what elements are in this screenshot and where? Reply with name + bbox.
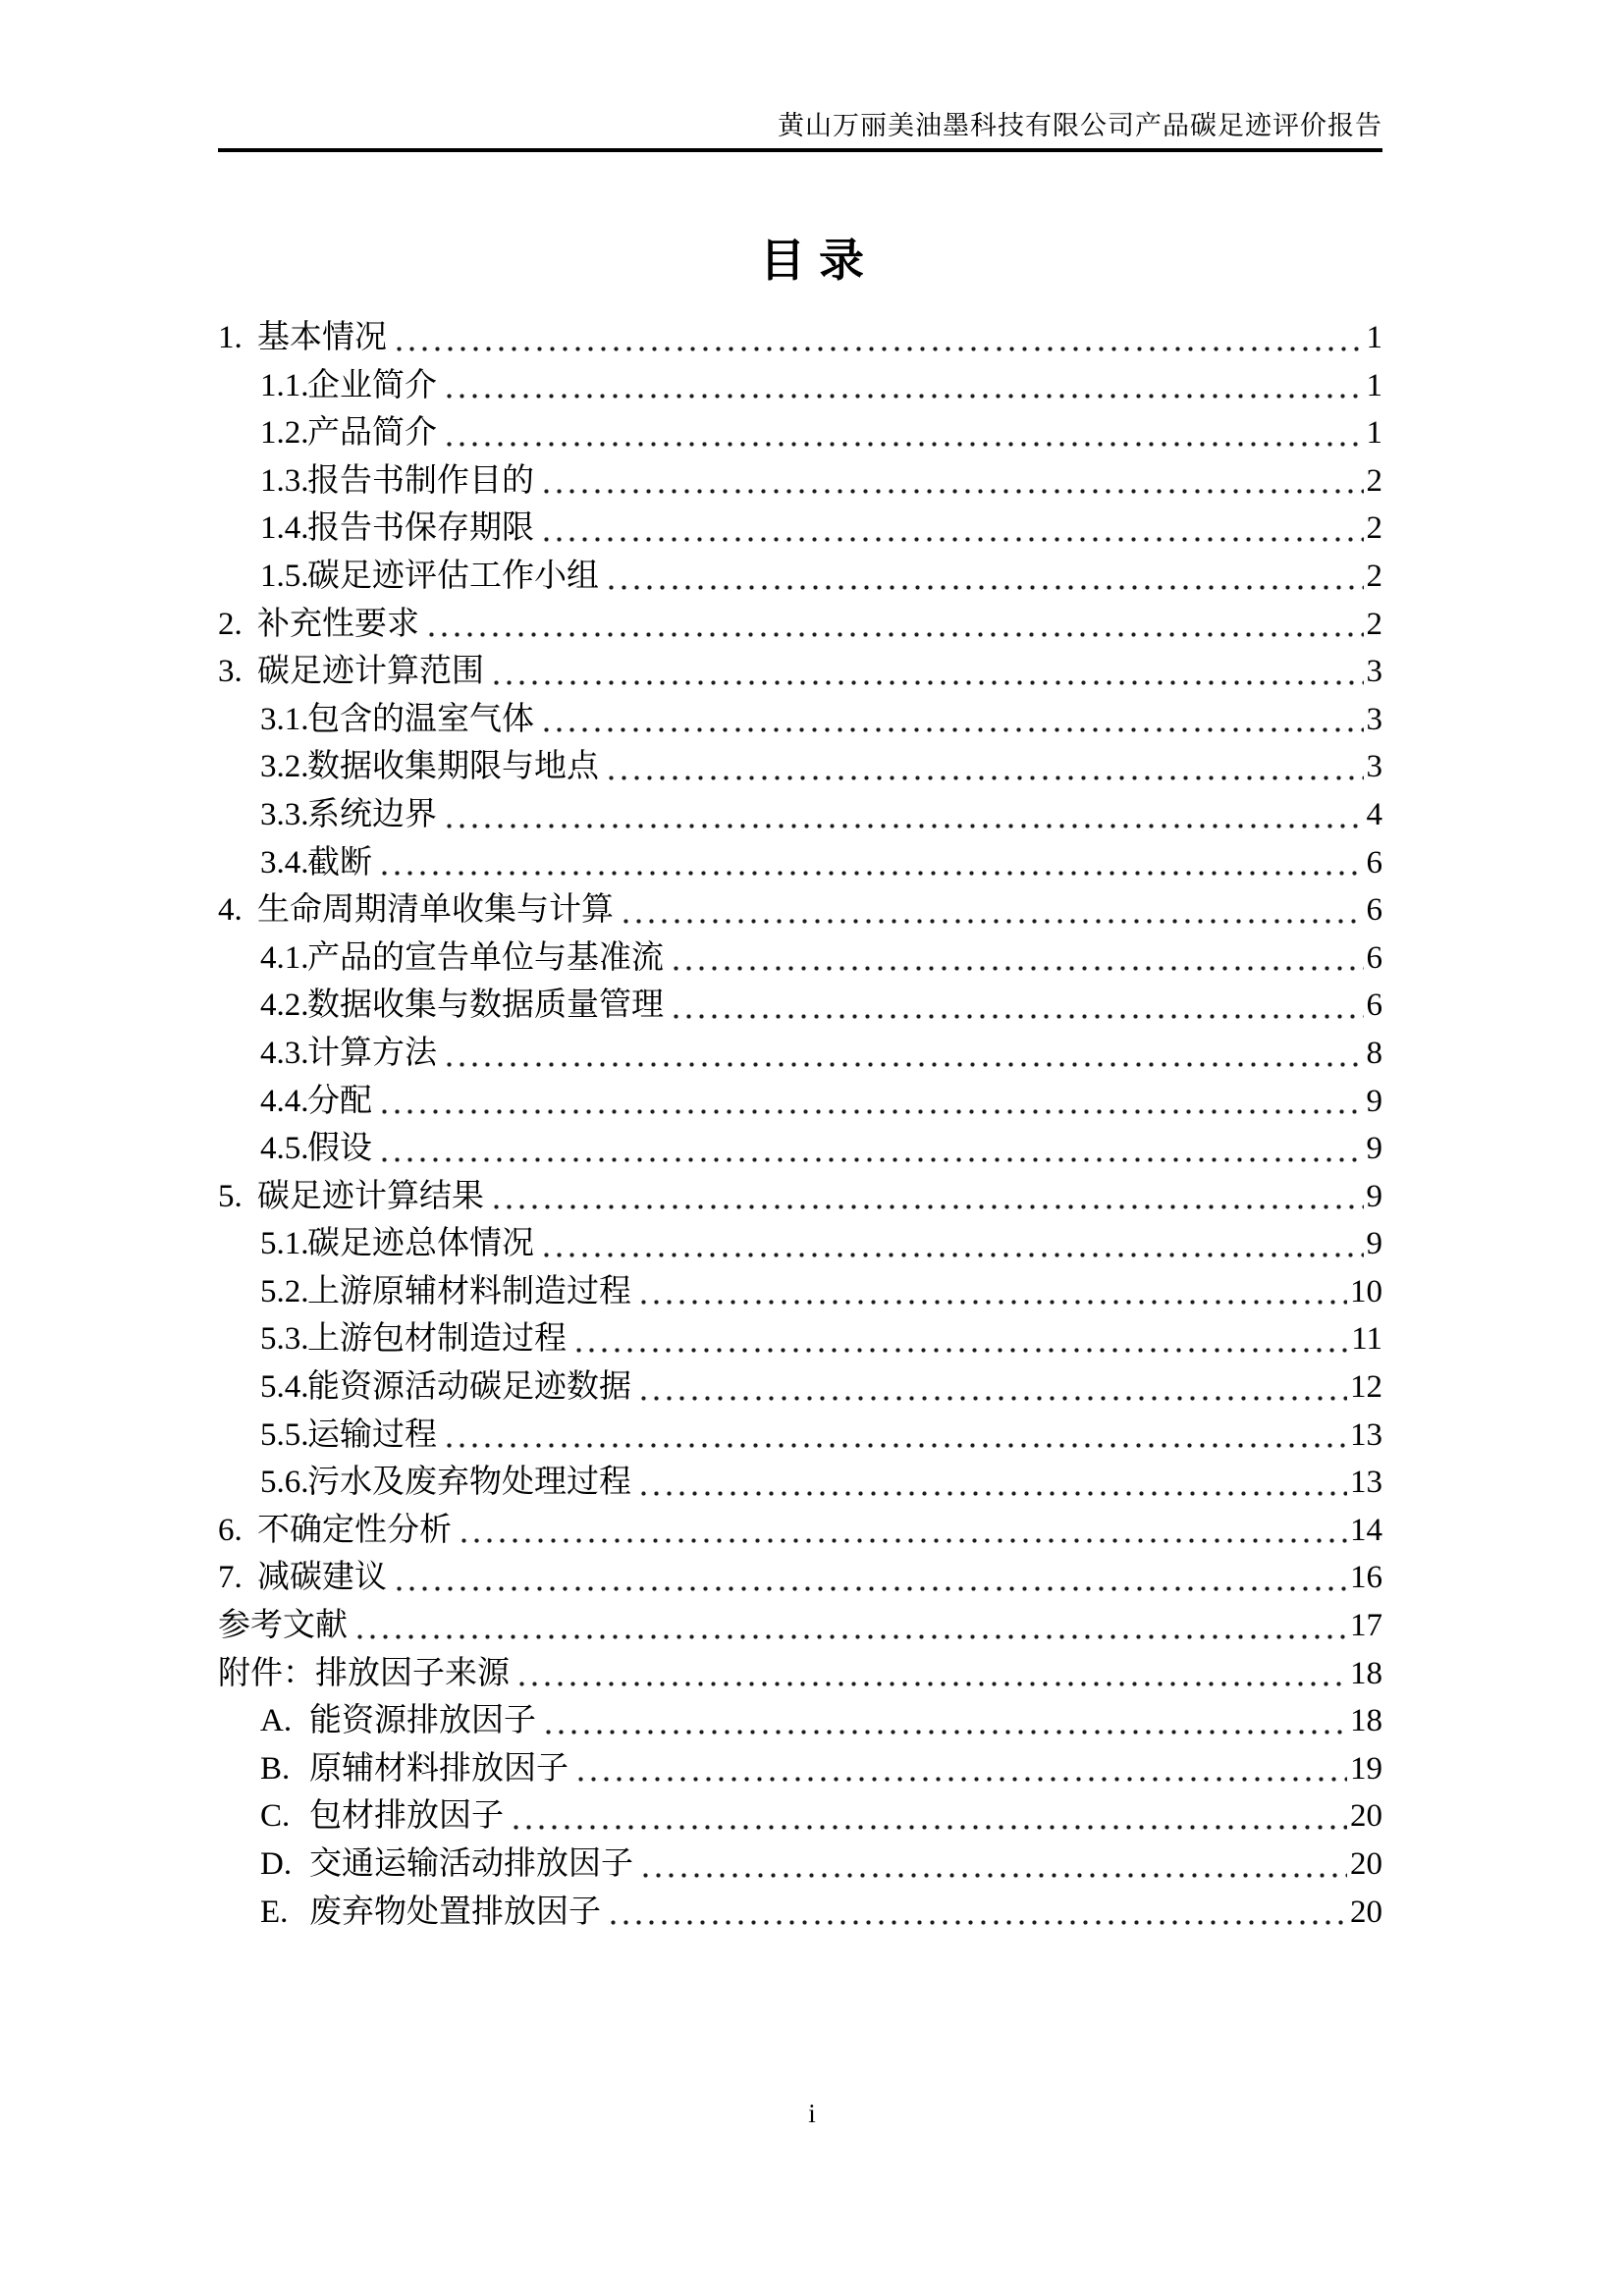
dot-leader [603,743,1364,791]
dot-leader [603,553,1364,601]
toc-entry-page-number: 9 [1366,1131,1382,1167]
toc-entry-label: 减碳建议 [257,1560,387,1596]
toc-entry[interactable] [218,1030,1382,1078]
toc-entry-number: 3.4. [260,844,309,881]
toc-entry-page-number: 13 [1350,1416,1382,1453]
toc-entry-number: 7. [218,1560,243,1596]
toc-entry-page-number: 20 [1350,1894,1382,1930]
toc-entry-page-number: 10 [1350,1273,1382,1309]
toc-entry-number: 5.5. [260,1416,309,1453]
toc-entry[interactable] [218,1792,1382,1841]
dot-leader [441,362,1364,410]
toc-entry-number: 2. [218,606,243,642]
toc-entry-number: 5.1. [260,1226,309,1262]
toc-entry[interactable] [218,553,1382,601]
toc-entry-page-number: 1 [1366,320,1382,355]
running-header [218,110,1382,152]
toc-entry-label: 分配 [307,1083,372,1119]
dot-leader [637,1841,1347,1889]
dot-leader [514,1650,1347,1698]
toc-entry-page-number: 2 [1366,558,1382,594]
dot-leader [538,696,1364,744]
toc-entry-label: 包材排放因子 [309,1798,504,1835]
toc-entry[interactable] [218,409,1382,457]
toc-entry-label: 附件：排放因子来源 [218,1655,510,1691]
dot-leader [538,457,1364,506]
toc-entry-page-number: 2 [1366,606,1382,642]
dot-leader [618,886,1364,934]
toc-entry-number: 3.3. [260,796,309,832]
toc-entry-page-number: 19 [1350,1750,1382,1787]
toc-entry-page-number: 3 [1366,749,1382,785]
toc-entry-label: 基本情况 [257,320,387,355]
toc-entry-label: 废弃物处置排放因子 [309,1894,601,1930]
toc-entry-label: 上游包材制造过程 [307,1321,567,1358]
dot-leader [441,791,1364,839]
toc-entry-label: 报告书制作目的 [307,462,534,499]
toc-entry[interactable] [218,1459,1382,1507]
dot-leader [570,1315,1348,1363]
toc-entry-label: 补充性要求 [257,606,419,642]
toc-entry[interactable] [218,505,1382,553]
toc-entry-number: 3.1. [260,701,309,737]
dot-leader [376,839,1364,887]
toc-entry[interactable] [218,1078,1382,1126]
toc-entry-number: 4.5. [260,1131,309,1167]
toc-entry-label: 碳足迹评估工作小组 [307,558,599,594]
dot-leader [540,1697,1347,1745]
toc-entry-number: 4.1. [260,939,309,976]
toc-entry-label: 能资源排放因子 [309,1703,536,1739]
dot-leader [668,934,1364,983]
toc-entry-page-number: 4 [1366,796,1382,832]
dot-leader [635,1459,1347,1507]
toc-entry[interactable] [218,982,1382,1030]
running-header-text: 黄山万丽美油墨科技有限公司产品碳足迹评价报告 [778,111,1382,140]
toc-entry-label: 交通运输活动排放因子 [309,1846,633,1882]
dot-leader [635,1363,1347,1412]
toc-entry[interactable] [218,1315,1382,1363]
toc-entry-page-number: 14 [1350,1512,1382,1548]
toc-entry-page-number: 1 [1366,367,1382,403]
toc-entry-page-number: 8 [1366,1035,1382,1071]
toc-entry-label: 系统边界 [307,796,437,832]
toc-entry-page-number: 16 [1350,1560,1382,1596]
footer-page-indicator: i [808,2099,816,2128]
table-of-contents [218,314,1382,1936]
toc-entry-label: 假设 [307,1131,372,1167]
toc-entry[interactable] [218,743,1382,791]
toc-entry-number: 5.3. [260,1321,309,1358]
toc-entry-number: 4.2. [260,988,309,1024]
toc-entry-page-number: 17 [1350,1608,1382,1644]
toc-entry-label: 计算方法 [307,1035,437,1071]
toc-entry[interactable] [218,1220,1382,1268]
toc-entry[interactable] [218,362,1382,410]
toc-entry[interactable] [218,1889,1382,1937]
toc-entry-page-number: 1 [1366,415,1382,452]
toc-entry-label: 生命周期清单收集与计算 [257,892,614,929]
dot-leader [572,1745,1347,1793]
toc-entry[interactable] [218,1173,1382,1221]
dot-leader [441,1412,1347,1460]
toc-entry-page-number: 6 [1366,892,1382,929]
dot-leader [508,1792,1347,1841]
toc-entry-label: 包含的温室气体 [307,701,534,737]
toc-entry[interactable] [218,601,1382,649]
dot-leader [538,505,1364,553]
toc-entry[interactable] [218,791,1382,839]
toc-entry-label: 能资源活动碳足迹数据 [307,1369,631,1406]
toc-entry-page-number: 6 [1366,988,1382,1024]
toc-entry-number: 5. [218,1178,243,1214]
page-footer [0,2097,1624,2130]
toc-entry-label: 碳足迹计算范围 [257,654,484,690]
toc-entry-page-number: 18 [1350,1655,1382,1691]
toc-entry[interactable] [218,1697,1382,1745]
toc-entry[interactable] [218,1650,1382,1698]
toc-entry-number: 1.1. [260,367,309,403]
toc-entry-label: 数据收集期限与地点 [307,749,599,785]
toc-entry[interactable] [218,839,1382,887]
toc-entry[interactable] [218,1268,1382,1316]
toc-entry-page-number: 9 [1366,1178,1382,1214]
toc-entry-page-number: 18 [1350,1703,1382,1739]
dot-leader [668,982,1364,1030]
toc-entry-label: 不确定性分析 [257,1512,452,1548]
toc-entry-page-number: 6 [1366,939,1382,976]
toc-entry-label: 碳足迹计算结果 [257,1178,484,1214]
dot-leader [635,1268,1347,1316]
toc-entry-label: 企业简介 [307,367,437,403]
dot-leader [376,1125,1364,1173]
toc-entry-number: 5.2. [260,1273,309,1309]
dot-leader [391,314,1364,362]
toc-entry[interactable] [218,1363,1382,1412]
dot-leader [423,601,1364,649]
toc-entry-page-number: 6 [1366,844,1382,881]
toc-entry-number: C. [260,1798,291,1835]
toc-entry-label: 数据收集与数据质量管理 [307,988,664,1024]
toc-entry-number: B. [260,1750,291,1787]
toc-entry[interactable] [218,1602,1382,1650]
dot-leader [441,1030,1364,1078]
toc-entry-number: 4.4. [260,1083,309,1119]
page-title: 目录 [760,236,878,286]
toc-entry-number: 5.4. [260,1369,309,1406]
toc-entry[interactable] [218,1507,1382,1555]
toc-entry-number: 6. [218,1512,243,1548]
toc-entry[interactable] [218,886,1382,934]
toc-entry-page-number: 9 [1366,1083,1382,1119]
toc-entry-page-number: 2 [1366,462,1382,499]
toc-entry-label: 截断 [307,844,372,881]
toc-entry[interactable] [218,314,1382,362]
toc-entry[interactable] [218,934,1382,983]
toc-entry-page-number: 20 [1350,1846,1382,1882]
toc-entry-page-number: 13 [1350,1465,1382,1501]
toc-entry-page-number: 9 [1366,1226,1382,1262]
toc-entry-number: D. [260,1846,293,1882]
toc-entry-number: 3. [218,654,243,690]
toc-entry-label: 运输过程 [307,1416,437,1453]
toc-entry[interactable] [218,696,1382,744]
dot-leader [488,648,1364,696]
toc-entry-page-number: 2 [1366,510,1382,547]
toc-entry-number: 1. [218,320,243,355]
toc-entry-number: E. [260,1894,289,1930]
toc-entry-page-number: 11 [1351,1321,1382,1358]
toc-entry-label: 上游原辅材料制造过程 [307,1273,631,1309]
toc-entry[interactable] [218,1554,1382,1602]
toc-entry-number: A. [260,1703,293,1739]
toc-entry-page-number: 3 [1366,701,1382,737]
toc-entry-label: 产品简介 [307,415,437,452]
toc-entry[interactable] [218,1412,1382,1460]
toc-entry-label: 报告书保存期限 [307,510,534,547]
toc-entry-page-number: 20 [1350,1798,1382,1835]
toc-entry-number: 1.4. [260,510,309,547]
dot-leader [488,1173,1364,1221]
toc-entry[interactable] [218,1841,1382,1889]
dot-leader [605,1889,1347,1937]
toc-entry-number: 5.6. [260,1465,309,1501]
toc-entry-label: 污水及废弃物处理过程 [307,1465,631,1501]
dot-leader [376,1078,1364,1126]
toc-entry[interactable] [218,648,1382,696]
toc-entry-page-number: 12 [1350,1369,1382,1406]
toc-entry-number: 1.5. [260,558,309,594]
toc-entry[interactable] [218,1745,1382,1793]
dot-leader [441,409,1364,457]
toc-entry-label: 参考文献 [218,1608,348,1644]
toc-entry-label: 碳足迹总体情况 [307,1226,534,1262]
dot-leader [456,1507,1347,1555]
toc-entry[interactable] [218,1125,1382,1173]
toc-entry-number: 4.3. [260,1035,309,1071]
toc-entry-number: 4. [218,892,243,929]
dot-leader [538,1220,1364,1268]
toc-entry-number: 1.2. [260,415,309,452]
toc-entry-label: 产品的宣告单位与基准流 [307,939,664,976]
toc-entry-number: 1.3. [260,462,309,499]
toc-entry-page-number: 3 [1366,654,1382,690]
toc-entry-number: 3.2. [260,749,309,785]
dot-leader [352,1602,1347,1650]
dot-leader [391,1554,1347,1602]
toc-entry[interactable] [218,457,1382,506]
toc-entry-label: 原辅材料排放因子 [309,1750,568,1787]
